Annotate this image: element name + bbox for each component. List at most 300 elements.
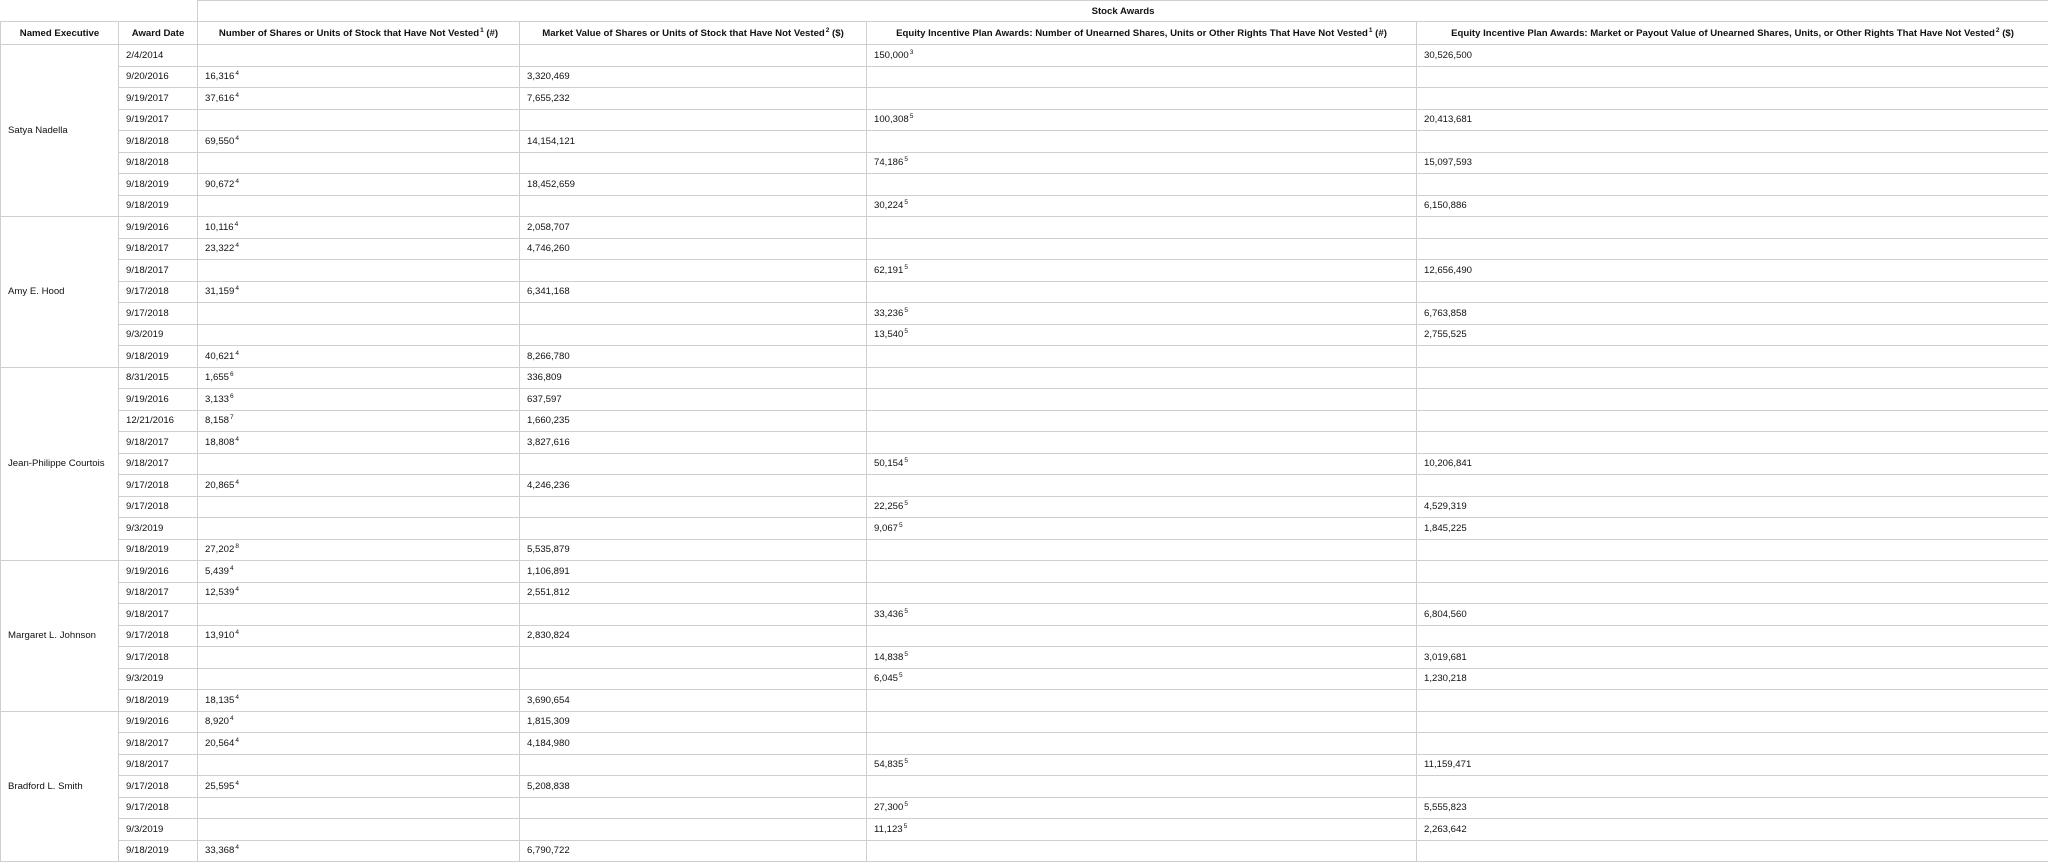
eq-payout-value-cell: 6,763,858	[1417, 303, 2048, 325]
col-header-text: Equity Incentive Plan Awards: Market or Payout Value of Unearned Shares, Units, or Other Rights That Have Not Vested	[1451, 27, 1995, 39]
unvested-shares-value: 69,550	[205, 135, 235, 147]
eq-unearned-shares-cell	[867, 410, 1417, 432]
unvested-shares-value: 8,920	[205, 716, 230, 728]
award-date-cell: 9/19/2016	[119, 561, 198, 583]
unvested-shares-value: 27,202	[205, 544, 235, 556]
eq-payout-value-cell	[1417, 475, 2048, 497]
footnote-ref: 4	[234, 220, 239, 228]
eq-payout-value-cell	[1417, 217, 2048, 239]
eq-payout-value-cell: 12,656,490	[1417, 260, 2048, 282]
market-value-cell: 3,320,469	[520, 66, 867, 88]
col-header-text: Number of Shares or Units of Stock that Have Not Vested	[218, 27, 480, 39]
stock-awards-group-header: Stock Awards	[198, 1, 2048, 22]
award-date-cell: 9/18/2019	[119, 840, 198, 862]
footnote-ref: 4	[235, 177, 239, 185]
eq-unearned-shares-cell	[867, 389, 1417, 411]
eq-unearned-shares-value: 27,300	[874, 802, 904, 814]
table-row	[1, 668, 2048, 690]
unvested-shares-cell	[198, 797, 520, 819]
table-row	[1, 625, 2048, 647]
eq-unearned-shares-cell	[867, 604, 1417, 626]
market-value-cell	[520, 819, 867, 841]
unvested-shares-cell	[198, 174, 520, 196]
eq-unearned-shares-cell	[867, 668, 1417, 690]
award-date-cell: 9/19/2016	[119, 711, 198, 733]
unvested-shares-value: 18,808	[205, 436, 235, 448]
market-value-cell: 1,660,235	[520, 410, 867, 432]
table-row	[1, 776, 2048, 798]
award-date-cell: 9/17/2018	[119, 647, 198, 669]
col-header-award-date: Award Date	[119, 22, 198, 45]
market-value-cell	[520, 45, 867, 67]
unvested-shares-cell	[198, 496, 520, 518]
header-spacer	[1, 1, 198, 22]
footnote-ref: 4	[235, 586, 239, 594]
eq-payout-value-cell	[1417, 389, 2048, 411]
eq-payout-value-cell: 10,206,841	[1417, 453, 2048, 475]
footnote-ref: 5	[904, 457, 908, 465]
market-value-cell: 5,535,879	[520, 539, 867, 561]
table-row	[1, 647, 2048, 669]
eq-unearned-shares-value: 30,224	[874, 200, 904, 212]
eq-unearned-shares-cell	[867, 303, 1417, 325]
table-row	[1, 281, 2048, 303]
market-value-cell	[520, 324, 867, 346]
award-date-cell: 12/21/2016	[119, 410, 198, 432]
award-date-cell: 9/18/2017	[119, 238, 198, 260]
unvested-shares-cell	[198, 711, 520, 733]
market-value-cell	[520, 496, 867, 518]
footnote-ref: 4	[235, 349, 239, 357]
footnote-ref: 4	[235, 242, 239, 250]
eq-unearned-shares-cell	[867, 840, 1417, 862]
eq-payout-value-cell: 30,526,500	[1417, 45, 2048, 67]
executive-name-cell: Amy E. Hood	[1, 217, 119, 368]
eq-payout-value-cell	[1417, 131, 2048, 153]
eq-unearned-shares-value: 22,256	[874, 501, 904, 513]
eq-unearned-shares-cell	[867, 690, 1417, 712]
award-date-cell: 9/18/2018	[119, 131, 198, 153]
eq-payout-value-cell	[1417, 625, 2048, 647]
unvested-shares-value: 40,621	[205, 350, 235, 362]
award-date-cell: 9/18/2019	[119, 174, 198, 196]
eq-payout-value-cell: 5,555,823	[1417, 797, 2048, 819]
executive-name-cell: Satya Nadella	[1, 45, 119, 217]
unvested-shares-cell	[198, 625, 520, 647]
eq-unearned-shares-value: 50,154	[874, 458, 904, 470]
table-row	[1, 711, 2048, 733]
unvested-shares-cell	[198, 109, 520, 131]
eq-unearned-shares-value: 100,308	[874, 114, 909, 126]
table-row	[1, 690, 2048, 712]
award-date-cell: 9/17/2018	[119, 625, 198, 647]
table-row	[1, 561, 2048, 583]
eq-unearned-shares-cell	[867, 45, 1417, 67]
unvested-shares-value: 1,655	[205, 372, 230, 384]
unvested-shares-value: 20,564	[205, 737, 235, 749]
unvested-shares-cell	[198, 410, 520, 432]
unvested-shares-value: 8,158	[205, 415, 230, 427]
unvested-shares-cell	[198, 453, 520, 475]
table-row	[1, 453, 2048, 475]
unvested-shares-cell	[198, 840, 520, 862]
footnote-ref: 4	[235, 91, 239, 99]
unvested-shares-value: 16,316	[205, 71, 235, 83]
eq-payout-value-cell: 6,150,886	[1417, 195, 2048, 217]
eq-unearned-shares-cell	[867, 518, 1417, 540]
eq-payout-value-cell	[1417, 346, 2048, 368]
footnote-ref: 5	[899, 672, 903, 680]
table-row	[1, 389, 2048, 411]
market-value-cell	[520, 260, 867, 282]
footnote-ref: 5	[904, 607, 908, 615]
award-date-cell: 9/20/2016	[119, 66, 198, 88]
table-row	[1, 45, 2048, 67]
eq-unearned-shares-value: 74,186	[874, 157, 904, 169]
unvested-shares-value: 90,672	[205, 178, 235, 190]
footnote-ref: 4	[235, 736, 239, 744]
eq-payout-value-cell: 3,019,681	[1417, 647, 2048, 669]
unvested-shares-cell	[198, 582, 520, 604]
col-header-eq-unearned-shares	[867, 22, 1417, 45]
eq-unearned-shares-cell	[867, 66, 1417, 88]
eq-payout-value-cell: 4,529,319	[1417, 496, 2048, 518]
unvested-shares-value: 31,159	[205, 286, 235, 298]
unvested-shares-cell	[198, 346, 520, 368]
unvested-shares-cell	[198, 88, 520, 110]
unvested-shares-value: 37,616	[205, 92, 235, 104]
award-date-cell: 9/18/2017	[119, 582, 198, 604]
market-value-cell: 336,809	[520, 367, 867, 389]
table-row	[1, 66, 2048, 88]
eq-payout-value-cell	[1417, 539, 2048, 561]
market-value-cell: 4,746,260	[520, 238, 867, 260]
table-row	[1, 195, 2048, 217]
footnote-ref: 5	[904, 801, 908, 809]
table-row	[1, 324, 2048, 346]
unvested-shares-cell	[198, 819, 520, 841]
footnote-ref: 4	[235, 844, 239, 852]
unvested-shares-value: 33,368	[205, 845, 235, 857]
footnote-ref: 4	[230, 715, 234, 723]
footnote-ref: 3	[909, 48, 914, 56]
eq-unearned-shares-value: 54,835	[874, 759, 904, 771]
table-row	[1, 733, 2048, 755]
eq-unearned-shares-cell	[867, 797, 1417, 819]
eq-unearned-shares-cell	[867, 367, 1417, 389]
table-row	[1, 238, 2048, 260]
market-value-cell: 8,266,780	[520, 346, 867, 368]
footnote-ref: 4	[230, 564, 234, 572]
eq-unearned-shares-cell	[867, 131, 1417, 153]
table-row	[1, 346, 2048, 368]
unvested-shares-value: 5,439	[205, 565, 230, 577]
award-date-cell: 9/18/2017	[119, 604, 198, 626]
unvested-shares-cell	[198, 66, 520, 88]
footnote-ref: 5	[904, 500, 908, 508]
unvested-shares-cell	[198, 195, 520, 217]
market-value-cell	[520, 518, 867, 540]
eq-unearned-shares-cell	[867, 754, 1417, 776]
eq-unearned-shares-cell	[867, 346, 1417, 368]
market-value-cell	[520, 303, 867, 325]
eq-payout-value-cell	[1417, 690, 2048, 712]
table-row	[1, 539, 2048, 561]
eq-payout-value-cell: 1,230,218	[1417, 668, 2048, 690]
eq-unearned-shares-cell	[867, 88, 1417, 110]
col-header-unvested-shares	[198, 22, 520, 45]
unvested-shares-cell	[198, 260, 520, 282]
eq-unearned-shares-cell	[867, 324, 1417, 346]
award-date-cell: 9/18/2018	[119, 152, 198, 174]
eq-payout-value-cell	[1417, 582, 2048, 604]
eq-unearned-shares-cell	[867, 152, 1417, 174]
col-header-executive: Named Executive	[1, 22, 119, 45]
unvested-shares-cell	[198, 238, 520, 260]
eq-payout-value-cell	[1417, 238, 2048, 260]
column-header-row	[1, 22, 2048, 45]
footnote-ref: 5	[899, 521, 903, 529]
eq-unearned-shares-value: 11,123	[874, 823, 903, 835]
eq-payout-value-cell	[1417, 711, 2048, 733]
unvested-shares-cell	[198, 217, 520, 239]
executive-name-cell: Bradford L. Smith	[1, 711, 119, 862]
market-value-cell: 7,655,232	[520, 88, 867, 110]
award-date-cell: 9/19/2017	[119, 109, 198, 131]
footnote-ref: 6	[230, 371, 234, 379]
unvested-shares-value: 12,539	[205, 587, 235, 599]
eq-payout-value-cell	[1417, 88, 2048, 110]
table-row	[1, 260, 2048, 282]
eq-unearned-shares-cell	[867, 432, 1417, 454]
unvested-shares-cell	[198, 45, 520, 67]
eq-payout-value-cell	[1417, 410, 2048, 432]
unvested-shares-cell	[198, 324, 520, 346]
table-row	[1, 131, 2048, 153]
table-row	[1, 496, 2048, 518]
eq-unearned-shares-value: 33,236	[874, 307, 904, 319]
award-date-cell: 9/19/2017	[119, 88, 198, 110]
market-value-cell: 2,830,824	[520, 625, 867, 647]
eq-payout-value-cell	[1417, 367, 2048, 389]
market-value-cell	[520, 152, 867, 174]
market-value-cell: 14,154,121	[520, 131, 867, 153]
market-value-cell: 6,790,722	[520, 840, 867, 862]
award-date-cell: 9/18/2019	[119, 690, 198, 712]
unvested-shares-cell	[198, 776, 520, 798]
market-value-cell	[520, 195, 867, 217]
market-value-cell: 637,597	[520, 389, 867, 411]
eq-unearned-shares-cell	[867, 647, 1417, 669]
footnote-ref: 5	[904, 263, 908, 271]
table-row	[1, 475, 2048, 497]
table-row	[1, 88, 2048, 110]
footnote-ref: 4	[235, 478, 239, 486]
market-value-cell	[520, 668, 867, 690]
unvested-shares-cell	[198, 561, 520, 583]
table-row	[1, 582, 2048, 604]
footnote-ref: 5	[904, 650, 908, 658]
market-value-cell: 3,690,654	[520, 690, 867, 712]
eq-payout-value-cell: 1,845,225	[1417, 518, 2048, 540]
table-body	[1, 45, 2048, 862]
table-row	[1, 518, 2048, 540]
footnote-ref: 5	[904, 199, 908, 207]
col-header-text: Market Value of Shares or Units of Stock that Have Not Vested	[542, 27, 825, 39]
table-row	[1, 604, 2048, 626]
table-row	[1, 432, 2048, 454]
group-header-row	[1, 1, 2048, 22]
eq-unearned-shares-cell	[867, 109, 1417, 131]
award-date-cell: 2/4/2014	[119, 45, 198, 67]
eq-unearned-shares-cell	[867, 561, 1417, 583]
eq-unearned-shares-cell	[867, 539, 1417, 561]
eq-payout-value-cell: 11,159,471	[1417, 754, 2048, 776]
unvested-shares-value: 20,865	[205, 479, 235, 491]
footnote-ref: 4	[235, 134, 239, 142]
unvested-shares-cell	[198, 303, 520, 325]
footnote-ref: 5	[903, 822, 908, 830]
table-row	[1, 840, 2048, 862]
footnote-ref: 5	[904, 328, 908, 336]
award-date-cell: 9/3/2019	[119, 668, 198, 690]
unvested-shares-cell	[198, 539, 520, 561]
footnote-ref: 1	[480, 26, 484, 34]
market-value-cell	[520, 754, 867, 776]
award-date-cell: 9/17/2018	[119, 496, 198, 518]
award-date-cell: 9/17/2018	[119, 475, 198, 497]
footnote-ref: 4	[235, 693, 239, 701]
market-value-cell: 5,208,838	[520, 776, 867, 798]
award-date-cell: 9/17/2018	[119, 797, 198, 819]
award-date-cell: 9/3/2019	[119, 324, 198, 346]
footnote-ref: 5	[904, 306, 908, 314]
eq-unearned-shares-value: 9,067	[874, 522, 899, 534]
eq-unearned-shares-cell	[867, 733, 1417, 755]
award-date-cell: 8/31/2015	[119, 367, 198, 389]
footnote-ref: 4	[235, 435, 239, 443]
eq-unearned-shares-cell	[867, 281, 1417, 303]
unvested-shares-cell	[198, 389, 520, 411]
market-value-cell: 2,551,812	[520, 582, 867, 604]
award-date-cell: 9/19/2016	[119, 389, 198, 411]
award-date-cell: 9/19/2016	[119, 217, 198, 239]
table-row	[1, 367, 2048, 389]
eq-payout-value-cell: 2,263,642	[1417, 819, 2048, 841]
col-header-unit: ($)	[829, 27, 844, 39]
eq-unearned-shares-value: 62,191	[874, 264, 904, 276]
eq-payout-value-cell	[1417, 733, 2048, 755]
unvested-shares-cell	[198, 367, 520, 389]
unvested-shares-cell	[198, 690, 520, 712]
award-date-cell: 9/18/2017	[119, 733, 198, 755]
eq-payout-value-cell: 2,755,525	[1417, 324, 2048, 346]
eq-payout-value-cell	[1417, 840, 2048, 862]
award-date-cell: 9/17/2018	[119, 303, 198, 325]
award-date-cell: 9/18/2017	[119, 754, 198, 776]
eq-unearned-shares-cell	[867, 496, 1417, 518]
footnote-ref: 4	[235, 285, 239, 293]
award-date-cell: 9/17/2018	[119, 776, 198, 798]
unvested-shares-value: 13,910	[205, 630, 235, 642]
unvested-shares-value: 23,322	[205, 243, 235, 255]
footnote-ref: 5	[904, 156, 908, 164]
award-date-cell: 9/18/2019	[119, 539, 198, 561]
market-value-cell	[520, 604, 867, 626]
footnote-ref: 8	[235, 543, 239, 551]
col-header-market-value	[520, 22, 867, 45]
eq-unearned-shares-value: 13,540	[874, 329, 904, 341]
market-value-cell: 6,341,168	[520, 281, 867, 303]
eq-unearned-shares-value: 14,838	[874, 651, 904, 663]
unvested-shares-value: 25,595	[205, 780, 235, 792]
table-row	[1, 152, 2048, 174]
executive-name-cell: Margaret L. Johnson	[1, 561, 119, 712]
eq-unearned-shares-cell	[867, 776, 1417, 798]
footnote-ref: 4	[235, 629, 239, 637]
table-row	[1, 754, 2048, 776]
market-value-cell: 4,184,980	[520, 733, 867, 755]
unvested-shares-cell	[198, 432, 520, 454]
market-value-cell: 4,246,236	[520, 475, 867, 497]
award-date-cell: 9/3/2019	[119, 518, 198, 540]
eq-unearned-shares-cell	[867, 217, 1417, 239]
unvested-shares-cell	[198, 668, 520, 690]
col-header-unit: (#)	[483, 27, 499, 39]
eq-unearned-shares-cell	[867, 174, 1417, 196]
eq-unearned-shares-cell	[867, 195, 1417, 217]
eq-unearned-shares-value: 33,436	[874, 608, 904, 620]
unvested-shares-cell	[198, 281, 520, 303]
unvested-shares-cell	[198, 647, 520, 669]
eq-payout-value-cell	[1417, 66, 2048, 88]
award-date-cell: 9/18/2017	[119, 453, 198, 475]
eq-payout-value-cell: 20,413,681	[1417, 109, 2048, 131]
eq-payout-value-cell	[1417, 281, 2048, 303]
unvested-shares-value: 3,133	[205, 393, 230, 405]
table-row	[1, 410, 2048, 432]
eq-unearned-shares-cell	[867, 819, 1417, 841]
market-value-cell	[520, 797, 867, 819]
eq-payout-value-cell	[1417, 776, 2048, 798]
table-row	[1, 797, 2048, 819]
market-value-cell: 1,106,891	[520, 561, 867, 583]
unvested-shares-value: 18,135	[205, 694, 235, 706]
award-date-cell: 9/18/2017	[119, 432, 198, 454]
award-date-cell: 9/17/2018	[119, 281, 198, 303]
unvested-shares-cell	[198, 518, 520, 540]
eq-payout-value-cell: 15,097,593	[1417, 152, 2048, 174]
footnote-ref: 4	[235, 70, 239, 78]
col-header-unit: ($)	[1999, 27, 2014, 39]
table-row	[1, 109, 2048, 131]
eq-unearned-shares-cell	[867, 475, 1417, 497]
eq-payout-value-cell: 6,804,560	[1417, 604, 2048, 626]
col-header-text: Equity Incentive Plan Awards: Number of Unearned Shares, Units or Other Rights That Have Not Vested	[896, 27, 1368, 39]
eq-unearned-shares-value: 150,000	[874, 49, 909, 61]
eq-unearned-shares-cell	[867, 453, 1417, 475]
table-row	[1, 174, 2048, 196]
eq-unearned-shares-value: 6,045	[874, 673, 899, 685]
award-date-cell: 9/18/2019	[119, 346, 198, 368]
unvested-shares-cell	[198, 475, 520, 497]
footnote-ref: 2	[825, 26, 830, 34]
market-value-cell: 18,452,659	[520, 174, 867, 196]
footnote-ref: 6	[230, 392, 234, 400]
award-date-cell: 9/18/2019	[119, 195, 198, 217]
eq-unearned-shares-cell	[867, 625, 1417, 647]
award-date-cell: 9/18/2017	[119, 260, 198, 282]
